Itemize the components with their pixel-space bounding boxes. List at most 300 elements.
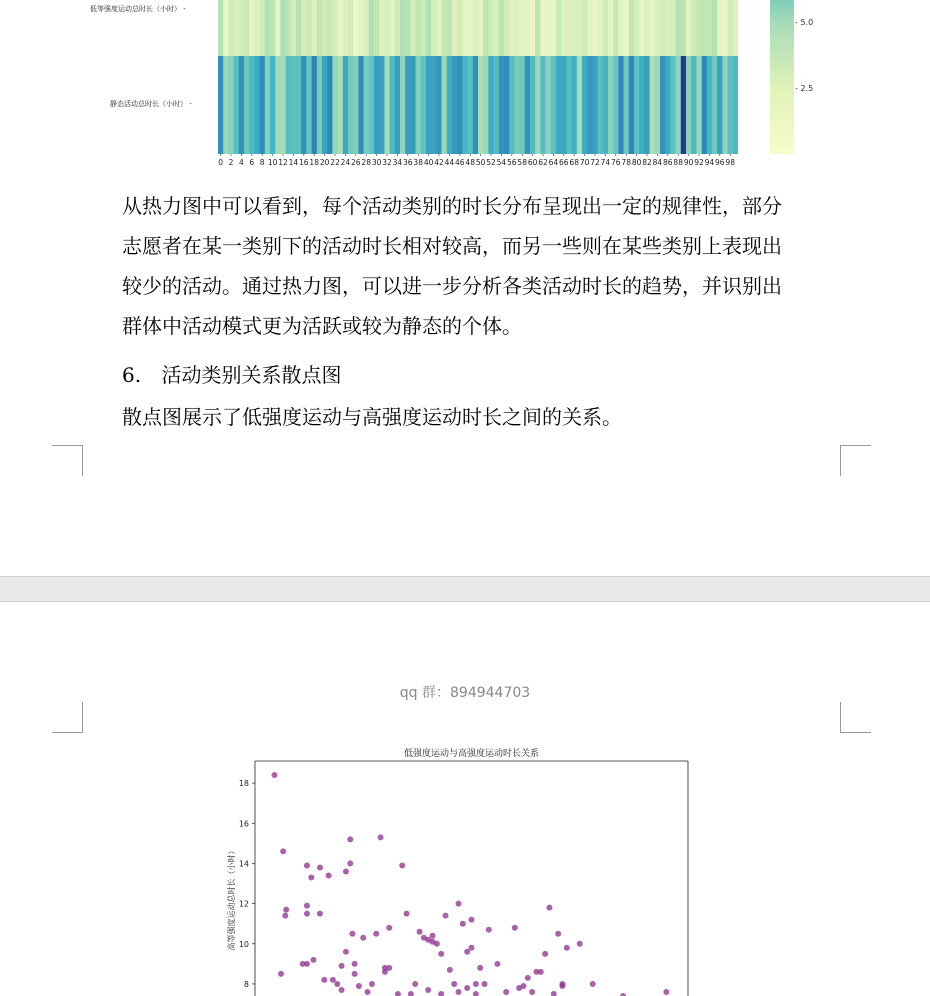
heatmap-cell — [618, 0, 624, 56]
heatmap-cell — [317, 56, 323, 154]
scatter-point — [434, 941, 440, 947]
scatter-point — [317, 864, 323, 870]
heatmap-cell — [457, 56, 463, 154]
scatter-point — [399, 862, 405, 868]
heatmap-x-tick-label: 92 — [694, 158, 704, 167]
heatmap-cell — [582, 0, 588, 56]
heatmap-cell — [260, 56, 266, 154]
scatter-point — [520, 983, 526, 989]
heatmap-cell — [587, 56, 593, 154]
heatmap-cell — [426, 56, 432, 154]
y-axis-label: 高等强度运动总时长（小时） — [227, 846, 236, 951]
scatter-point — [663, 989, 669, 995]
heatmap-cell — [650, 56, 656, 154]
heatmap-x-tick-label: 40 — [423, 158, 434, 167]
heatmap-cell — [223, 56, 229, 154]
heatmap-cell — [332, 0, 338, 56]
scatter-point — [283, 907, 289, 913]
section-heading — [122, 355, 842, 395]
heatmap-x-tick-label: 44 — [444, 158, 455, 167]
heatmap-x-tick-label: 56 — [507, 158, 517, 167]
heatmap-cell — [514, 0, 520, 56]
scatter-point — [469, 945, 475, 951]
heatmap-cell — [702, 56, 708, 154]
heatmap-cell — [395, 0, 401, 56]
heatmap-cell — [405, 56, 411, 154]
heatmap-cell — [416, 0, 422, 56]
heatmap-cell — [577, 56, 583, 154]
heatmap-cell — [691, 0, 697, 56]
heatmap-cell — [691, 56, 697, 154]
heatmap-cell — [509, 0, 515, 56]
heatmap-cell — [296, 0, 302, 56]
heatmap-cell — [639, 56, 645, 154]
scatter-point — [386, 925, 392, 931]
heatmap-cell — [707, 0, 713, 56]
scatter-point — [481, 981, 487, 987]
heatmap-cell — [218, 56, 224, 154]
scatter-point — [486, 927, 492, 933]
heatmap-cell — [613, 56, 619, 154]
heatmap-colorbar — [770, 0, 794, 154]
heading-number: 6. — [122, 363, 142, 387]
heatmap-cell — [306, 56, 312, 154]
heatmap-cell — [478, 0, 484, 56]
scatter-point — [443, 913, 449, 919]
heatmap-x-tick-label: 4 — [239, 158, 244, 167]
heatmap-cell — [286, 56, 292, 154]
heatmap-cell — [447, 56, 453, 154]
heatmap-cell — [634, 0, 640, 56]
heatmap-x-tick-label: 42 — [434, 158, 444, 167]
scatter-point — [551, 991, 557, 996]
heatmap-cell — [530, 56, 536, 154]
heatmap-cell — [728, 0, 734, 56]
page-corner-mark — [840, 445, 871, 476]
heatmap-cell — [483, 56, 489, 154]
heatmap-x-tick-label: 14 — [288, 158, 299, 167]
heatmap-x-tick-label: 36 — [403, 158, 413, 167]
scatter-point — [529, 989, 535, 995]
heatmap-cell — [592, 0, 598, 56]
scatter-point — [473, 981, 479, 987]
heatmap-cell — [686, 56, 692, 154]
heatmap-cell — [660, 0, 666, 56]
heatmap-cell — [353, 0, 359, 56]
heatmap-cell — [608, 0, 614, 56]
text-line: 群体中活动模式更为活跃或较为静态的个体。 — [122, 314, 522, 338]
scatter-point — [590, 981, 596, 987]
scatter-point — [577, 941, 583, 947]
scatter-point — [438, 951, 444, 957]
scatter-point — [378, 834, 384, 840]
heatmap-x-tick-label: 48 — [465, 158, 475, 167]
heatmap-cell — [358, 56, 364, 154]
heading-text: 活动类别关系散点图 — [161, 363, 342, 387]
heatmap-cell — [499, 56, 505, 154]
heatmap-x-tick-label: 64 — [548, 158, 559, 167]
scatter-point — [347, 860, 353, 866]
y-tick-label: 18 — [238, 779, 249, 789]
heatmap-cell — [249, 0, 255, 56]
heatmap-cell — [707, 56, 713, 154]
heatmap-cell — [442, 56, 448, 154]
heatmap-cell — [332, 56, 338, 154]
heatmap-cell — [686, 0, 692, 56]
heatmap-cell — [603, 56, 609, 154]
heatmap-cell — [733, 0, 738, 56]
heatmap-cell — [676, 56, 682, 154]
heatmap-cell — [639, 0, 645, 56]
y-tick-label: 14 — [238, 859, 249, 869]
heatmap-cell — [629, 56, 635, 154]
heatmap-cell — [291, 56, 297, 154]
heatmap-cell — [462, 0, 468, 56]
heatmap-cell — [291, 0, 297, 56]
heatmap-cell — [343, 56, 349, 154]
heatmap-cell — [618, 56, 624, 154]
heatmap-cell — [712, 56, 718, 154]
scatter-point — [395, 991, 401, 996]
scatter-point — [352, 961, 358, 967]
heatmap-cell — [566, 0, 572, 56]
scatter-point — [280, 848, 286, 854]
heatmap-cell — [390, 0, 396, 56]
heatmap-cell — [535, 56, 541, 154]
heatmap-cell — [431, 56, 437, 154]
heatmap-cell — [494, 0, 500, 56]
scatter-point — [271, 772, 277, 778]
heatmap-cell — [504, 0, 510, 56]
heatmap-cell — [369, 56, 375, 154]
heatmap-cell — [561, 0, 567, 56]
heatmap-cell — [582, 56, 588, 154]
heatmap-cell — [327, 0, 333, 56]
page-corner-mark — [52, 445, 83, 476]
heatmap-cell — [546, 56, 552, 154]
scatter-point — [412, 981, 418, 987]
scatter-point — [304, 903, 310, 909]
heatmap-cell — [624, 56, 630, 154]
heatmap-x-tick-label: 54 — [496, 158, 507, 167]
heatmap-x-tick-label: 94 — [704, 158, 715, 167]
heatmap-x-tick-label: 86 — [663, 158, 673, 167]
scatter-point — [408, 991, 414, 996]
heatmap-cell — [499, 0, 505, 56]
heatmap-x-tick-label: 10 — [267, 158, 278, 167]
heatmap-cell — [452, 0, 458, 56]
scatter-point — [304, 911, 310, 917]
heatmap-cell — [644, 56, 650, 154]
scatter-point — [477, 965, 483, 971]
y-tick-label: 16 — [238, 819, 249, 829]
heatmap-cell — [592, 56, 598, 154]
scatter-point — [339, 987, 345, 993]
scatter-point — [555, 931, 561, 937]
heatmap-cell — [275, 0, 281, 56]
heatmap-x-tick-label: 28 — [361, 158, 371, 167]
heatmap-cell — [353, 56, 359, 154]
heatmap-cell — [296, 56, 302, 154]
scatter-point — [460, 921, 466, 927]
heatmap-cell — [728, 56, 734, 154]
heatmap-cell — [228, 0, 234, 56]
heatmap-cell — [457, 0, 463, 56]
heatmap-cell — [265, 0, 271, 56]
heatmap-cell — [234, 56, 240, 154]
heatmap-cell — [280, 0, 286, 56]
heatmap-cell — [566, 56, 572, 154]
heatmap-x-tick-label: 20 — [319, 158, 330, 167]
scatter-point — [512, 925, 518, 931]
heatmap-cell — [421, 56, 427, 154]
heatmap-cell — [270, 0, 276, 56]
heatmap-cell — [379, 56, 385, 154]
scatter-point — [546, 905, 552, 911]
heatmap-cell — [400, 56, 406, 154]
heatmap-cell — [254, 0, 260, 56]
scatter-point — [386, 965, 392, 971]
paragraph-heatmap-summary — [122, 186, 842, 346]
heatmap-x-tick-label: 84 — [652, 158, 663, 167]
page-corner-mark — [52, 702, 83, 733]
heatmap-cell — [556, 0, 562, 56]
heatmap-cell — [218, 0, 224, 56]
heatmap-cell — [488, 0, 494, 56]
heatmap-cell — [358, 0, 364, 56]
heatmap-x-tick-label: 80 — [631, 158, 642, 167]
heatmap-cell — [442, 0, 448, 56]
heatmap-x-tick-label: 8 — [259, 158, 265, 167]
heatmap-cell — [624, 0, 630, 56]
heatmap-cell — [587, 0, 593, 56]
heatmap-cell — [598, 0, 604, 56]
heatmap-x-axis — [218, 154, 738, 170]
scatter-point — [464, 985, 470, 991]
heatmap-x-tick-label: 50 — [475, 158, 486, 167]
heatmap-cell — [301, 56, 307, 154]
heatmap-cell — [629, 0, 635, 56]
heatmap-cell — [598, 56, 604, 154]
heatmap-cell — [608, 56, 614, 154]
heatmap-row-label-low: 低等强度运动总时长（小时） - — [90, 5, 186, 13]
heatmap-cell — [348, 56, 354, 154]
scatter-point — [538, 969, 544, 975]
y-tick-label: 12 — [238, 899, 249, 909]
heatmap-cell — [234, 0, 240, 56]
scatter-point — [321, 977, 327, 983]
heatmap-row-label-static: 静态活动总时长（小时） - — [110, 100, 192, 108]
scatter-point — [326, 872, 332, 878]
page-corner-mark — [840, 702, 871, 733]
scatter-point — [356, 983, 362, 989]
heatmap-cell — [280, 56, 286, 154]
heatmap-cell — [265, 56, 271, 154]
heatmap-cell — [322, 56, 328, 154]
scatter-point — [308, 874, 314, 880]
heatmap-cell — [561, 56, 567, 154]
paragraph-scatter-intro: 散点图展示了低强度运动与高强度运动时长之间的关系。 — [122, 405, 622, 429]
heatmap-x-tick-label: 32 — [382, 158, 392, 167]
heatmap-cell — [400, 0, 406, 56]
heatmap-cell — [509, 56, 515, 154]
scatter-point — [343, 868, 349, 874]
scatter-point — [349, 931, 355, 937]
heatmap-x-tick-label: 66 — [559, 158, 569, 167]
heatmap-x-tick-label: 72 — [590, 158, 600, 167]
heatmap-x-tick-label: 70 — [579, 158, 590, 167]
heatmap-x-tick-label: 18 — [309, 158, 319, 167]
scatter-point — [304, 961, 310, 967]
heatmap-cell — [395, 56, 401, 154]
heatmap-cell — [722, 0, 728, 56]
heatmap-cell — [665, 56, 671, 154]
heatmap-cell — [301, 0, 307, 56]
heatmap-cell — [306, 0, 312, 56]
heatmap-cell — [431, 0, 437, 56]
heatmap-x-tick-label: 74 — [600, 158, 611, 167]
heatmap-cell — [681, 56, 687, 154]
heatmap-cell — [317, 0, 323, 56]
heatmap-cell — [322, 0, 328, 56]
colorbar-tick-5: - 5.0 — [795, 18, 814, 27]
heatmap-cell — [275, 56, 281, 154]
heatmap-x-tick-label: 58 — [517, 158, 527, 167]
heatmap-cell — [228, 56, 234, 154]
heatmap-x-tick-label: 12 — [278, 158, 288, 167]
scatter-point — [343, 949, 349, 955]
scatter-point — [494, 961, 500, 967]
heatmap-x-tick-label: 38 — [413, 158, 423, 167]
text-line: 志愿者在某一类别下的活动时长相对较高，而另一些则在某些类别上表现出 — [122, 234, 782, 258]
scatter-point — [564, 945, 570, 951]
heatmap-x-tick-label: 6 — [249, 158, 255, 167]
heatmap-cell — [452, 56, 458, 154]
heatmap-cell — [696, 0, 702, 56]
scatter-point — [425, 987, 431, 993]
heatmap-cell — [577, 0, 583, 56]
scatter-point — [304, 862, 310, 868]
y-tick-label: 8 — [243, 979, 249, 989]
heatmap-cell — [436, 0, 442, 56]
heatmap-cell — [473, 0, 479, 56]
heatmap-x-tick-label: 16 — [299, 158, 309, 167]
heatmap-cell — [254, 56, 260, 154]
heatmap-cell — [572, 56, 578, 154]
heatmap — [218, 0, 738, 154]
heatmap-cell — [405, 0, 411, 56]
scatter-point — [417, 929, 423, 935]
scatter-point — [438, 991, 444, 996]
heatmap-cell — [696, 56, 702, 154]
heatmap-cell — [717, 0, 723, 56]
scatter-point — [365, 989, 371, 995]
scatter-point — [334, 981, 340, 987]
heatmap-cell — [494, 56, 500, 154]
chart-title: 低强度运动与高强度运动时长关系 — [403, 749, 540, 759]
heatmap-cell — [244, 0, 250, 56]
heatmap-x-tick-label: 52 — [486, 158, 496, 167]
heatmap-cell — [478, 56, 484, 154]
watermark-text: qq 群：894944703 — [399, 685, 531, 701]
heatmap-cell — [702, 0, 708, 56]
heatmap-cell — [384, 56, 390, 154]
heatmap-x-tick-label: 24 — [340, 158, 351, 167]
heatmap-cell — [540, 56, 546, 154]
heatmap-cell — [613, 0, 619, 56]
heatmap-cell — [223, 0, 229, 56]
heatmap-cell — [670, 56, 676, 154]
heatmap-cell — [343, 0, 349, 56]
heatmap-cell — [676, 0, 682, 56]
heatmap-cell — [447, 0, 453, 56]
scatter-point — [360, 935, 366, 941]
heatmap-cell — [426, 0, 432, 56]
heatmap-x-tick-label: 82 — [642, 158, 652, 167]
heatmap-cell — [338, 0, 344, 56]
heatmap-cell — [525, 0, 531, 56]
heatmap-cell — [733, 56, 738, 154]
heatmap-cell — [468, 0, 474, 56]
heatmap-cell — [462, 56, 468, 154]
heatmap-cell — [504, 56, 510, 154]
heatmap-cell — [421, 0, 427, 56]
heatmap-cell — [644, 0, 650, 56]
heatmap-x-tick-label: 2 — [228, 158, 234, 167]
heatmap-cell — [390, 56, 396, 154]
scatter-point — [469, 917, 475, 923]
heatmap-cell — [483, 0, 489, 56]
heatmap-cell — [286, 0, 292, 56]
heatmap-cell — [660, 56, 666, 154]
heatmap-cell — [436, 56, 442, 154]
scatter-point — [347, 836, 353, 842]
heatmap-cell — [634, 56, 640, 154]
scatter-point — [278, 971, 284, 977]
heatmap-x-tick-label: 60 — [527, 158, 538, 167]
scatter-point — [310, 957, 316, 963]
scatter-point — [456, 989, 462, 995]
heatmap-cell — [520, 0, 526, 56]
scatter-point — [525, 975, 531, 981]
heatmap-x-tick-label: 30 — [371, 158, 382, 167]
heatmap-cell — [650, 0, 656, 56]
heatmap-x-tick-label: 98 — [725, 158, 735, 167]
scatter-point — [503, 989, 509, 995]
scatter-point — [559, 981, 565, 987]
scatter-chart — [222, 744, 702, 996]
text-line: 从热力图中可以看到，每个活动类别的时长分布呈现出一定的规律性，部分 — [122, 194, 782, 218]
heatmap-cell — [312, 56, 318, 154]
heatmap-cell — [410, 0, 416, 56]
heatmap-cell — [681, 0, 687, 56]
heatmap-cell — [379, 0, 385, 56]
heatmap-cell — [374, 0, 380, 56]
text-line: 较少的活动。通过热力图，可以进一步分析各类活动时长的趋势，并识别出 — [122, 274, 782, 298]
heatmap-cell — [551, 0, 557, 56]
heatmap-cell — [514, 56, 520, 154]
heatmap-cell — [670, 0, 676, 56]
heatmap-cell — [540, 0, 546, 56]
heatmap-cell — [239, 56, 245, 154]
scatter-point — [404, 911, 410, 917]
heatmap-x-tick-label: 62 — [538, 158, 548, 167]
scatter-point — [430, 933, 436, 939]
y-tick-label: 10 — [238, 939, 249, 949]
heatmap-x-tick-label: 90 — [683, 158, 694, 167]
heatmap-x-tick-label: 22 — [330, 158, 340, 167]
scatter-point — [473, 991, 479, 996]
